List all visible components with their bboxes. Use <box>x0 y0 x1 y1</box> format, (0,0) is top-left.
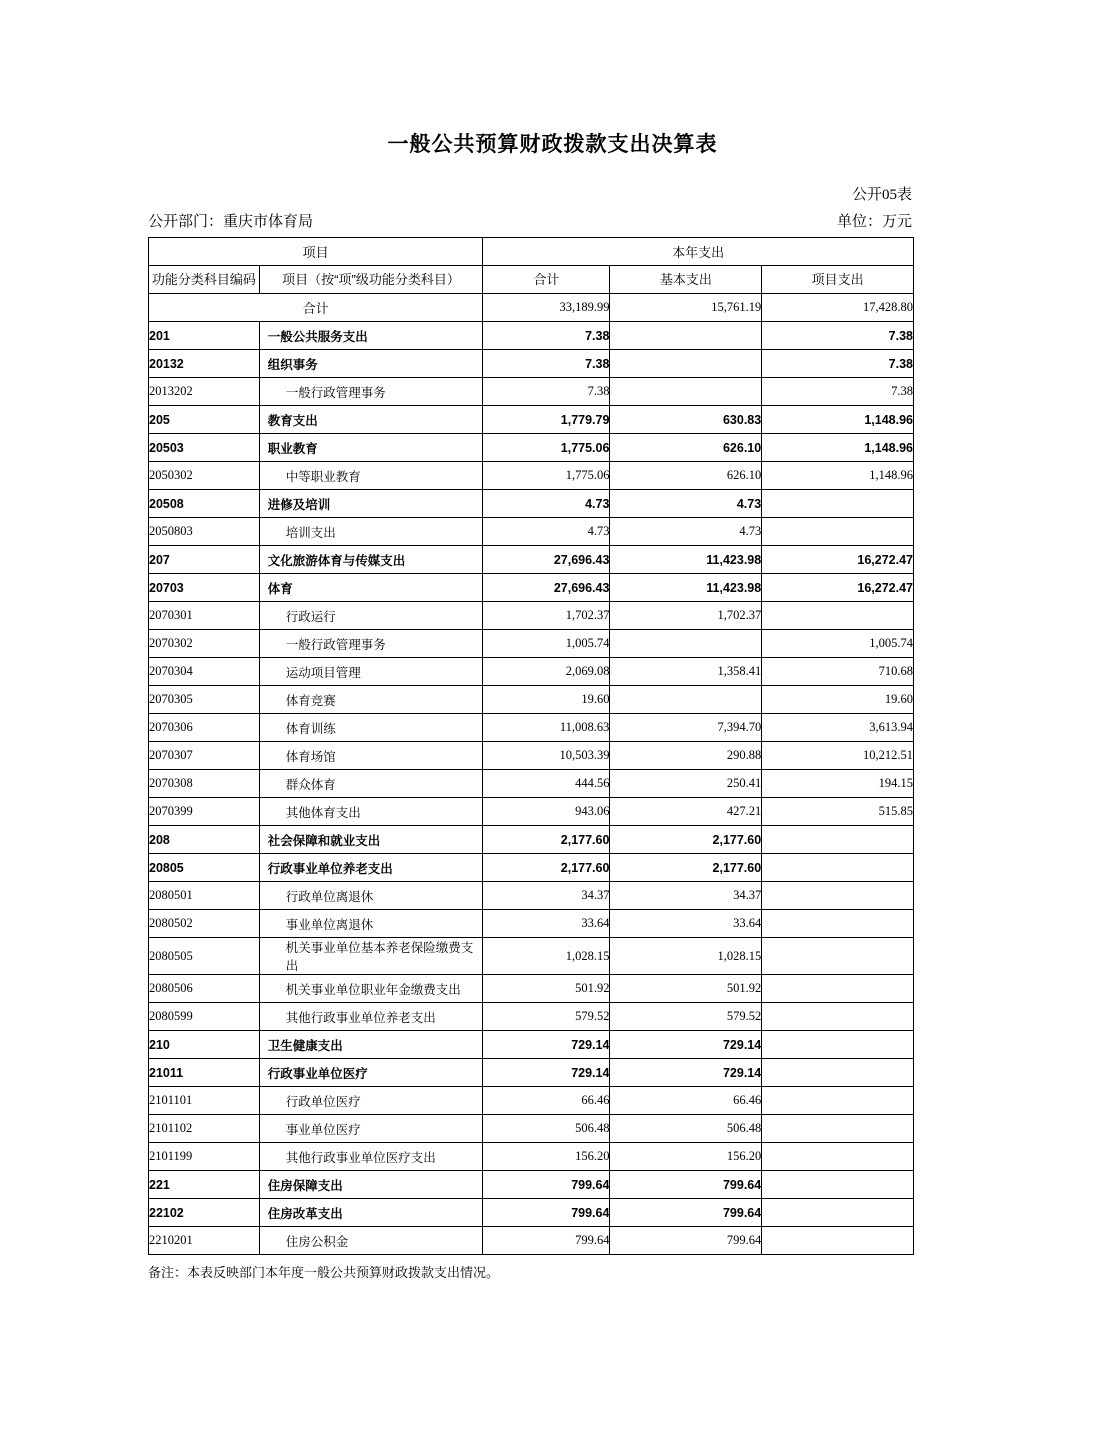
cell-amount-basic: 626.10 <box>610 434 762 462</box>
cell-code: 2050803 <box>149 518 260 546</box>
table-row <box>149 406 914 434</box>
cell-code: 210 <box>149 1031 260 1059</box>
budget-expenditure-table <box>148 237 914 1255</box>
cell-code: 20508 <box>149 490 260 518</box>
cell-item-name: 体育 <box>259 574 483 602</box>
cell-item-name: 体育竞赛 <box>259 686 483 714</box>
cell-item-name: 其他行政事业单位养老支出 <box>259 1003 483 1031</box>
cell-amount-total: 27,696.43 <box>483 546 610 574</box>
cell-amount-project <box>762 826 914 854</box>
cell-item-name: 住房保障支出 <box>259 1171 483 1199</box>
cell-item-name: 行政事业单位养老支出 <box>259 854 483 882</box>
cell-amount-total: 156.20 <box>483 1143 610 1171</box>
cell-amount-total: 7.38 <box>483 378 610 406</box>
cell-amount-total: 799.64 <box>483 1199 610 1227</box>
cell-code: 2070304 <box>149 658 260 686</box>
cell-item-name: 机关事业单位基本养老保险缴费支出 <box>259 938 483 975</box>
cell-code: 2070305 <box>149 686 260 714</box>
cell-amount-basic: 1,702.37 <box>610 602 762 630</box>
cell-amount-total: 1,775.06 <box>483 434 610 462</box>
cell-amount-basic: 156.20 <box>610 1143 762 1171</box>
table-body <box>149 294 914 1255</box>
total-amount-project: 17,428.80 <box>762 294 914 322</box>
cell-item-name: 行政事业单位医疗 <box>259 1059 483 1087</box>
cell-amount-basic <box>610 350 762 378</box>
cell-amount-project: 3,613.94 <box>762 714 914 742</box>
cell-amount-basic: 1,028.15 <box>610 938 762 975</box>
cell-amount-project: 7.38 <box>762 322 914 350</box>
cell-item-name: 住房公积金 <box>259 1227 483 1255</box>
cell-code: 2070302 <box>149 630 260 658</box>
cell-code: 2080506 <box>149 975 260 1003</box>
cell-amount-project <box>762 910 914 938</box>
total-amount-total: 33,189.99 <box>483 294 610 322</box>
table-row <box>149 1059 914 1087</box>
cell-item-name: 一般公共服务支出 <box>259 322 483 350</box>
table-row <box>149 1171 914 1199</box>
cell-amount-project: 19.60 <box>762 686 914 714</box>
cell-code: 20703 <box>149 574 260 602</box>
cell-amount-project <box>762 1143 914 1171</box>
header-col-code: 功能分类科目编码 <box>149 266 260 294</box>
cell-code: 2013202 <box>149 378 260 406</box>
header-year-group: 本年支出 <box>483 238 914 266</box>
cell-amount-project <box>762 1199 914 1227</box>
cell-amount-total: 1,775.06 <box>483 462 610 490</box>
cell-amount-total: 729.14 <box>483 1031 610 1059</box>
cell-code: 201 <box>149 322 260 350</box>
cell-item-name: 社会保障和就业支出 <box>259 826 483 854</box>
cell-amount-total: 27,696.43 <box>483 574 610 602</box>
cell-amount-basic: 501.92 <box>610 975 762 1003</box>
total-label: 合计 <box>149 294 483 322</box>
cell-item-name: 职业教育 <box>259 434 483 462</box>
cell-amount-project: 1,148.96 <box>762 434 914 462</box>
footnote: 备注：本表反映部门本年度一般公共预算财政拨款支出情况。 <box>148 1265 500 1280</box>
table-row <box>149 546 914 574</box>
cell-item-name: 组织事务 <box>259 350 483 378</box>
cell-amount-total: 579.52 <box>483 1003 610 1031</box>
cell-item-name: 住房改革支出 <box>259 1199 483 1227</box>
table-row <box>149 490 914 518</box>
cell-code: 205 <box>149 406 260 434</box>
table-row <box>149 462 914 490</box>
table-row <box>149 1199 914 1227</box>
department-label: 公开部门：重庆市体育局 <box>148 214 314 230</box>
cell-item-name: 行政单位离退休 <box>259 882 483 910</box>
unit-label: 单位：万元 <box>836 214 912 230</box>
cell-amount-total: 34.37 <box>483 882 610 910</box>
cell-item-name: 事业单位离退休 <box>259 910 483 938</box>
table-row <box>149 882 914 910</box>
cell-amount-total: 1,702.37 <box>483 602 610 630</box>
table-row <box>149 938 914 975</box>
cell-amount-total: 943.06 <box>483 798 610 826</box>
table-row <box>149 826 914 854</box>
cell-amount-total: 2,177.60 <box>483 854 610 882</box>
cell-code: 20503 <box>149 434 260 462</box>
table-row <box>149 1227 914 1255</box>
cell-amount-total: 1,028.15 <box>483 938 610 975</box>
table-row <box>149 1087 914 1115</box>
cell-item-name: 进修及培训 <box>259 490 483 518</box>
cell-amount-basic: 66.46 <box>610 1087 762 1115</box>
cell-code: 2070301 <box>149 602 260 630</box>
table-row-total <box>149 294 914 322</box>
cell-code: 22102 <box>149 1199 260 1227</box>
cell-item-name: 行政单位医疗 <box>259 1087 483 1115</box>
table-row <box>149 854 914 882</box>
cell-amount-basic: 579.52 <box>610 1003 762 1031</box>
cell-amount-basic: 626.10 <box>610 462 762 490</box>
cell-amount-basic: 33.64 <box>610 910 762 938</box>
table-row <box>149 1031 914 1059</box>
header-col-project: 项目支出 <box>762 266 914 294</box>
cell-code: 2070399 <box>149 798 260 826</box>
cell-amount-project <box>762 602 914 630</box>
cell-amount-project: 710.68 <box>762 658 914 686</box>
cell-code: 2050302 <box>149 462 260 490</box>
header-col-name: 项目（按“项”级功能分类科目） <box>259 266 483 294</box>
cell-item-name: 卫生健康支出 <box>259 1031 483 1059</box>
cell-amount-basic: 729.14 <box>610 1031 762 1059</box>
table-row <box>149 742 914 770</box>
table-row <box>149 434 914 462</box>
table-row <box>149 630 914 658</box>
cell-amount-project <box>762 1059 914 1087</box>
cell-amount-total: 501.92 <box>483 975 610 1003</box>
table-row <box>149 1143 914 1171</box>
total-amount-basic: 15,761.19 <box>610 294 762 322</box>
table-row <box>149 686 914 714</box>
cell-amount-total: 7.38 <box>483 322 610 350</box>
table-row <box>149 910 914 938</box>
cell-amount-total: 444.56 <box>483 770 610 798</box>
cell-amount-basic <box>610 630 762 658</box>
cell-amount-basic: 630.83 <box>610 406 762 434</box>
cell-amount-basic: 7,394.70 <box>610 714 762 742</box>
cell-code: 2080502 <box>149 910 260 938</box>
cell-amount-project <box>762 938 914 975</box>
table-row <box>149 1115 914 1143</box>
cell-amount-project: 1,148.96 <box>762 462 914 490</box>
cell-item-name: 中等职业教育 <box>259 462 483 490</box>
cell-amount-project <box>762 854 914 882</box>
cell-amount-basic <box>610 686 762 714</box>
cell-item-name: 群众体育 <box>259 770 483 798</box>
table-row <box>149 574 914 602</box>
table-row <box>149 322 914 350</box>
table-header-group-row <box>149 238 914 266</box>
table-header-row <box>149 266 914 294</box>
table-row <box>149 658 914 686</box>
table-row <box>149 518 914 546</box>
cell-amount-total: 7.38 <box>483 350 610 378</box>
cell-amount-project: 16,272.47 <box>762 574 914 602</box>
cell-amount-total: 1,005.74 <box>483 630 610 658</box>
cell-amount-project <box>762 1087 914 1115</box>
cell-amount-basic: 506.48 <box>610 1115 762 1143</box>
cell-code: 2070307 <box>149 742 260 770</box>
cell-amount-total: 11,008.63 <box>483 714 610 742</box>
cell-item-name: 教育支出 <box>259 406 483 434</box>
cell-amount-project <box>762 1227 914 1255</box>
table-row <box>149 975 914 1003</box>
cell-item-name: 一般行政管理事务 <box>259 378 483 406</box>
cell-amount-total: 2,069.08 <box>483 658 610 686</box>
cell-amount-project: 515.85 <box>762 798 914 826</box>
cell-code: 2070306 <box>149 714 260 742</box>
cell-amount-basic: 4.73 <box>610 490 762 518</box>
cell-amount-total: 729.14 <box>483 1059 610 1087</box>
cell-amount-project: 7.38 <box>762 378 914 406</box>
cell-item-name: 其他行政事业单位医疗支出 <box>259 1143 483 1171</box>
page-title: 一般公共预算财政拨款支出决算表 <box>387 133 718 156</box>
cell-amount-total: 19.60 <box>483 686 610 714</box>
form-number: 公开05表 <box>851 187 912 203</box>
cell-code: 20805 <box>149 854 260 882</box>
cell-amount-project <box>762 1115 914 1143</box>
cell-amount-basic: 34.37 <box>610 882 762 910</box>
cell-amount-total: 799.64 <box>483 1171 610 1199</box>
cell-amount-basic: 2,177.60 <box>610 854 762 882</box>
cell-amount-total: 506.48 <box>483 1115 610 1143</box>
cell-amount-project <box>762 490 914 518</box>
cell-amount-project: 16,272.47 <box>762 546 914 574</box>
cell-amount-project: 194.15 <box>762 770 914 798</box>
table-row <box>149 602 914 630</box>
cell-amount-project: 7.38 <box>762 350 914 378</box>
cell-item-name: 其他体育支出 <box>259 798 483 826</box>
table-row <box>149 378 914 406</box>
cell-amount-basic: 4.73 <box>610 518 762 546</box>
cell-amount-basic: 1,358.41 <box>610 658 762 686</box>
cell-item-name: 体育场馆 <box>259 742 483 770</box>
cell-code: 2080501 <box>149 882 260 910</box>
cell-item-name: 机关事业单位职业年金缴费支出 <box>259 975 483 1003</box>
cell-code: 221 <box>149 1171 260 1199</box>
table-row <box>149 1003 914 1031</box>
cell-code: 21011 <box>149 1059 260 1087</box>
cell-amount-basic: 11,423.98 <box>610 574 762 602</box>
cell-amount-basic: 799.64 <box>610 1199 762 1227</box>
cell-amount-project <box>762 518 914 546</box>
meta-row <box>0 204 1105 237</box>
table-row <box>149 798 914 826</box>
cell-code: 20132 <box>149 350 260 378</box>
cell-code: 2101199 <box>149 1143 260 1171</box>
cell-amount-total: 1,779.79 <box>483 406 610 434</box>
cell-amount-total: 799.64 <box>483 1227 610 1255</box>
cell-amount-basic: 2,177.60 <box>610 826 762 854</box>
cell-amount-basic <box>610 378 762 406</box>
cell-amount-basic: 799.64 <box>610 1171 762 1199</box>
cell-amount-basic: 729.14 <box>610 1059 762 1087</box>
cell-amount-project: 1,148.96 <box>762 406 914 434</box>
cell-item-name: 文化旅游体育与传媒支出 <box>259 546 483 574</box>
header-col-basic: 基本支出 <box>610 266 762 294</box>
cell-amount-project: 1,005.74 <box>762 630 914 658</box>
cell-code: 2080505 <box>149 938 260 975</box>
cell-amount-total: 10,503.39 <box>483 742 610 770</box>
cell-code: 2080599 <box>149 1003 260 1031</box>
cell-amount-project <box>762 1171 914 1199</box>
cell-amount-total: 4.73 <box>483 490 610 518</box>
table-row <box>149 714 914 742</box>
cell-amount-basic: 427.21 <box>610 798 762 826</box>
table-row <box>149 770 914 798</box>
cell-item-name: 事业单位医疗 <box>259 1115 483 1143</box>
cell-amount-basic <box>610 322 762 350</box>
cell-item-name: 体育训练 <box>259 714 483 742</box>
cell-amount-basic: 799.64 <box>610 1227 762 1255</box>
cell-item-name: 培训支出 <box>259 518 483 546</box>
cell-code: 207 <box>149 546 260 574</box>
cell-amount-basic: 250.41 <box>610 770 762 798</box>
cell-item-name: 行政运行 <box>259 602 483 630</box>
cell-amount-total: 33.64 <box>483 910 610 938</box>
header-col-total: 合计 <box>483 266 610 294</box>
cell-item-name: 运动项目管理 <box>259 658 483 686</box>
cell-amount-project <box>762 975 914 1003</box>
cell-item-name: 一般行政管理事务 <box>259 630 483 658</box>
cell-amount-project <box>762 882 914 910</box>
cell-code: 208 <box>149 826 260 854</box>
cell-amount-total: 66.46 <box>483 1087 610 1115</box>
cell-amount-project <box>762 1031 914 1059</box>
cell-amount-basic: 11,423.98 <box>610 546 762 574</box>
header-item-group: 项目 <box>149 238 483 266</box>
cell-amount-total: 4.73 <box>483 518 610 546</box>
cell-amount-basic: 290.88 <box>610 742 762 770</box>
cell-code: 2101101 <box>149 1087 260 1115</box>
cell-amount-project: 10,212.51 <box>762 742 914 770</box>
cell-code: 2070308 <box>149 770 260 798</box>
cell-code: 2101102 <box>149 1115 260 1143</box>
table-row <box>149 350 914 378</box>
cell-code: 2210201 <box>149 1227 260 1255</box>
cell-amount-total: 2,177.60 <box>483 826 610 854</box>
cell-amount-project <box>762 1003 914 1031</box>
